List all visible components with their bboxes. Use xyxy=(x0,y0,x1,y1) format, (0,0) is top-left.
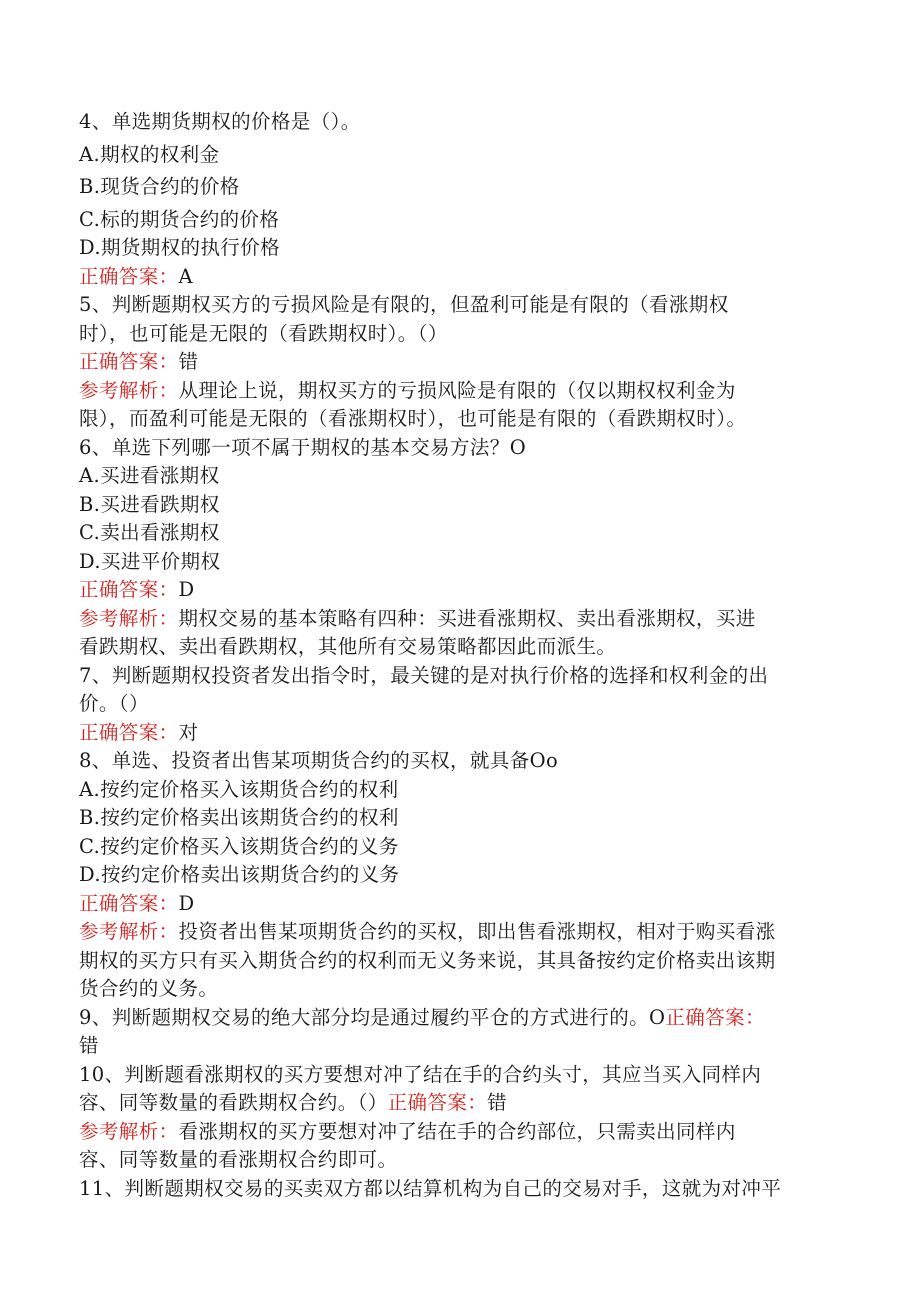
q8-analysis-cont-1: 期权的买方只有买入期货合约的权利而无义务来说，其具备按约定价格卖出该期 xyxy=(79,948,776,972)
q6-analysis xyxy=(79,605,849,634)
q5-analysis-cont: 限），而盈利可能是无限的（看涨期权时），也可能是有限的（看跌期权时）。 xyxy=(79,407,747,430)
q7-answer xyxy=(79,719,849,748)
q5-stem-line-2: 时），也可能是无限的（看跌期权时）。（） xyxy=(79,321,448,345)
q11-stem: 11、判断题期权交易的买卖双方都以结算机构为自己的交易对手，这就为对冲平 xyxy=(79,1176,782,1200)
q8-analysis xyxy=(79,918,849,947)
answer-value: 对 xyxy=(178,720,199,744)
q10-stem-text: 容、同等数量的看跌期权合约。（） xyxy=(79,1091,388,1114)
q4-answer xyxy=(79,263,849,292)
answer-value: D xyxy=(178,891,195,915)
q8-option-d: D.按约定价格卖出该期货合约的义务 xyxy=(79,863,400,886)
q4-option-a: A.期权的权利金 xyxy=(79,142,220,166)
q8-stem: 8、单选、投资者出售某项期货合约的买权，就具备Oo xyxy=(79,749,559,772)
analysis-text: 投资者出售某项期货合约的买权，即出售看涨期权，相对于购买看涨 xyxy=(178,920,776,943)
q4-option-c: C.标的期货合约的价格 xyxy=(79,207,280,231)
q6-option-b: B.买进看跌期权 xyxy=(79,492,220,516)
answer-label: 正确答案： xyxy=(387,1091,488,1114)
answer-label: 正确答案： xyxy=(79,891,179,915)
q6-answer xyxy=(79,576,849,605)
q4-option-b: B.现货合约的价格 xyxy=(79,175,240,198)
q8-option-c: C.按约定价格买入该期货合约的义务 xyxy=(79,834,399,858)
q8-option-a: A.按约定价格买入该期货合约的权利 xyxy=(79,777,399,801)
analysis-label: 参考解析： xyxy=(79,378,179,402)
answer-label: 正确答案： xyxy=(79,350,179,373)
q5-answer xyxy=(79,348,849,377)
answer-label: 正确答案： xyxy=(665,1005,765,1029)
q9-stem xyxy=(79,1004,849,1033)
analysis-text: 从理论上说，期权买方的亏损风险是有限的（仅以期权权利金为 xyxy=(178,378,736,402)
q10-stem-line-1: 10、判断题看涨期权的买方要想对冲了结在手的合约头寸，其应当买入同样内 xyxy=(79,1062,762,1086)
answer-value: 错 xyxy=(178,350,199,373)
answer-label: 正确答案： xyxy=(79,264,179,288)
q5-stem-line-1: 5、判断题期权买方的亏损风险是有限的，但盈利可能是有限的（看涨期权 xyxy=(79,293,729,316)
q9-answer: 错 xyxy=(79,1034,99,1057)
analysis-label: 参考解析： xyxy=(79,920,179,943)
q6-stem: 6、单选下列哪一项不属于期权的基本交易方法？O xyxy=(79,435,527,459)
answer-value: D xyxy=(178,578,195,601)
q8-answer xyxy=(79,890,849,919)
q6-analysis-cont: 看跌期权、卖出看跌期权，其他所有交易策略都因此而派生。 xyxy=(79,635,617,658)
q10-analysis-cont: 容、同等数量的看涨期权合约即可。 xyxy=(79,1148,398,1171)
q8-option-b: B.按约定价格卖出该期货合约的权利 xyxy=(79,806,399,829)
q5-analysis xyxy=(79,377,849,406)
analysis-label: 参考解析： xyxy=(79,606,179,630)
analysis-text: 看涨期权的买方要想对冲了结在手的合约部位，只需卖出同样内 xyxy=(178,1119,736,1143)
q7-stem-line-2: 价。（） xyxy=(79,692,149,715)
answer-value: A xyxy=(178,264,193,288)
answer-value: 错 xyxy=(487,1091,508,1114)
q7-stem-line-1: 7、判断题期权投资者发出指令时，最关键的是对执行价格的选择和权利金的出 xyxy=(79,663,769,687)
q10-stem-line-2 xyxy=(79,1089,849,1118)
document-page xyxy=(79,108,849,1203)
q6-option-c: C.卖出看涨期权 xyxy=(79,521,220,544)
q4-stem: 4、单选期货期权的价格是（）。 xyxy=(79,110,361,133)
q10-analysis xyxy=(79,1118,849,1147)
analysis-text: 期权交易的基本策略有四种：买进看涨期权、卖出看涨期权，买进 xyxy=(178,606,756,630)
q4-option-d: D.期货期权的执行价格 xyxy=(79,236,281,259)
q9-stem-text: 9、判断题期权交易的绝大部分均是通过履约平仓的方式进行的。O xyxy=(79,1005,666,1029)
analysis-label: 参考解析： xyxy=(79,1119,179,1143)
q6-option-a: A.买进看涨期权 xyxy=(79,464,220,487)
answer-label: 正确答案： xyxy=(79,720,179,744)
q6-option-d: D.买进平价期权 xyxy=(79,549,221,573)
q8-analysis-cont-2: 货合约的义务。 xyxy=(79,977,219,1000)
answer-label: 正确答案： xyxy=(79,578,179,601)
